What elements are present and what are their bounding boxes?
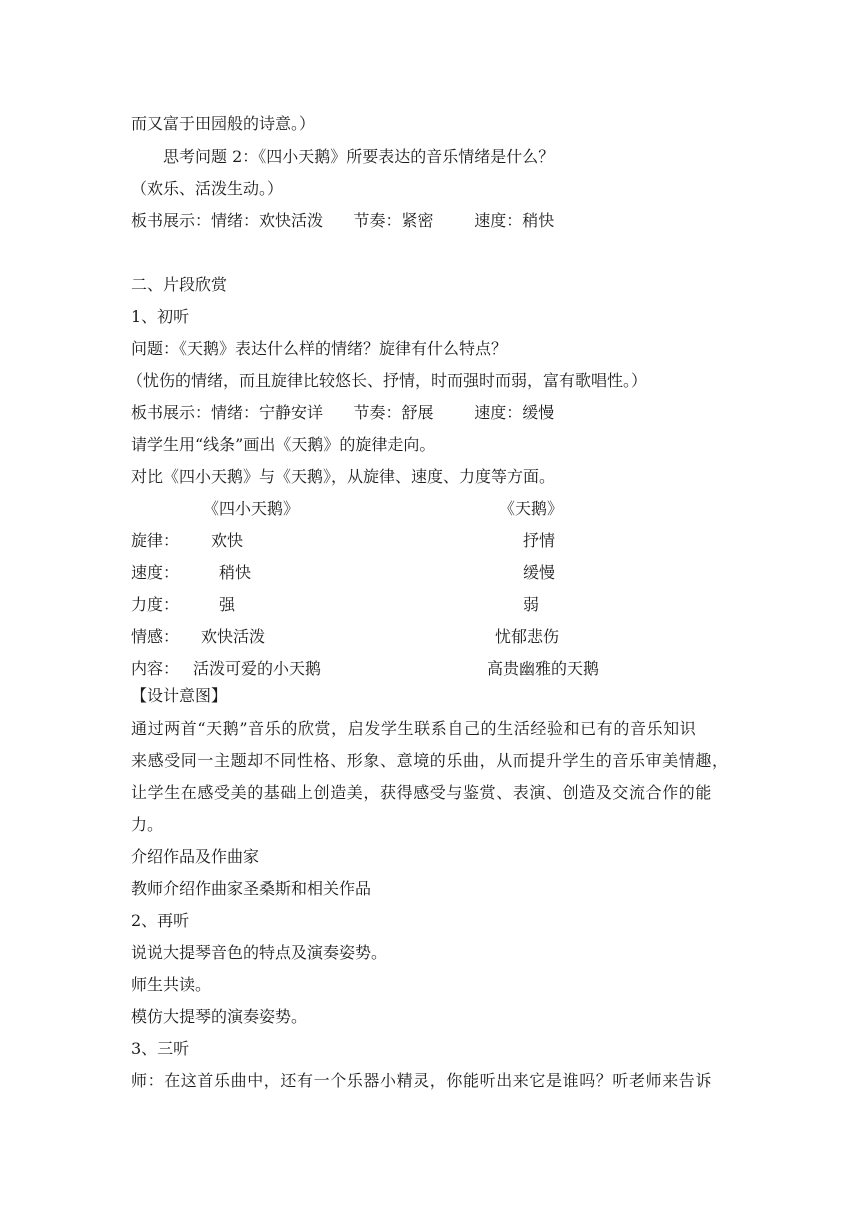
design-intent-paragraph-line: 通过两首“天鹅”音乐的欣赏，启发学生联系自己的生活经验和已有的音乐知识: [131, 719, 697, 738]
row-label-emotion: 情感：: [131, 627, 180, 646]
step-1-heading: 1、初听: [131, 307, 190, 326]
row-value-four-swans: 活泼可爱的小天鹅: [193, 659, 322, 678]
row-value-swan: 弱: [523, 595, 540, 614]
text-line: 而又富于田园般的诗意。）: [131, 114, 316, 133]
row-value-swan: 高贵幽雅的天鹅: [487, 659, 600, 678]
row-label-content: 内容：: [131, 659, 180, 678]
row-label-dynamics: 力度：: [131, 595, 180, 614]
question-text: 问题：《天鹅》表达什么样的情绪？旋律有什么特点？: [131, 339, 508, 358]
design-intent-paragraph-line: 让学生在感受美的基础上创造美，获得感受与鉴赏、表演、创造及交流合作的能: [131, 783, 713, 802]
column-header-four-swans: 《四小天鹅》: [203, 499, 300, 518]
instruction-draw: 请学生用“线条”画出《天鹅》的旋律走向。: [131, 435, 436, 454]
design-intent-paragraph-line: 来感受同一主题却不同性格、形象、意境的乐曲，从而提升学生的音乐审美情趣，: [131, 751, 729, 770]
teacher-question: 师：在这首乐曲中，还有一个乐器小精灵，你能听出来它是谁吗？听老师来告诉: [131, 1071, 713, 1090]
board-display-2: 板书展示：情绪：宁静安详 节奏：舒展 速度：缓慢: [131, 403, 555, 422]
row-label-speed: 速度：: [131, 563, 180, 582]
read-together: 师生共读。: [131, 975, 212, 994]
section-heading: 二、片段欣赏: [131, 275, 228, 294]
board-display-1: 板书展示：情绪：欢快活泼 节奏：紧密 速度：稍快: [131, 211, 555, 230]
row-value-swan: 缓慢: [523, 563, 556, 582]
answer-2: （欢乐、活泼生动。）: [131, 179, 284, 198]
row-value-four-swans: 强: [219, 595, 236, 614]
row-value-four-swans: 稍快: [219, 563, 252, 582]
step-2-heading: 2、再听: [131, 911, 190, 930]
row-value-four-swans: 欢快活泼: [201, 627, 266, 646]
question-2: 思考问题 2：《四小天鹅》所要表达的音乐情绪是什么？: [163, 147, 555, 166]
intro-heading: 介绍作品及作曲家: [131, 847, 260, 866]
imitate-posture: 模仿大提琴的演奏姿势。: [131, 1007, 308, 1026]
step-3-heading: 3、三听: [131, 1039, 190, 1058]
row-label-melody: 旋律：: [131, 531, 180, 550]
column-header-swan: 《天鹅》: [499, 499, 564, 518]
comparison-intro: 对比《四小天鹅》与《天鹅》，从旋律、速度、力度等方面。: [131, 467, 556, 486]
answer-text: （忧伤的情绪，而且旋律比较悠长、抒情，时而强时而弱，富有歌唱性。）: [127, 371, 648, 390]
row-value-four-swans: 欢快: [211, 531, 244, 550]
design-intent-paragraph-line: 力。: [131, 815, 164, 834]
row-value-swan: 抒情: [523, 531, 556, 550]
teacher-intro: 教师介绍作曲家圣桑斯和相关作品: [131, 879, 372, 898]
cello-question: 说说大提琴音色的特点及演奏姿势。: [131, 943, 388, 962]
design-intent-title: 【设计意图】: [131, 686, 228, 705]
row-value-swan: 忧郁悲伤: [495, 627, 560, 646]
